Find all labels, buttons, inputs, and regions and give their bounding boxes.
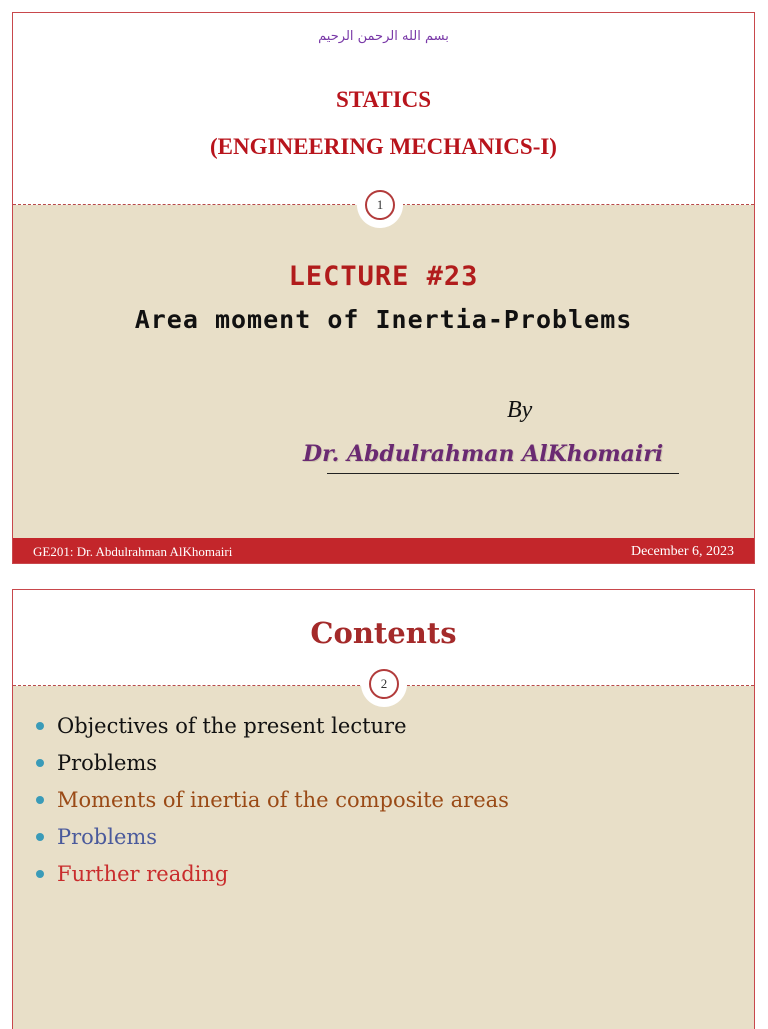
contents-title: Contents <box>310 616 457 650</box>
slide-1 <box>12 12 755 564</box>
lecture-number: LECTURE #23 <box>288 261 479 292</box>
list-item: Problems <box>35 819 509 856</box>
list-item: Problems <box>35 745 509 782</box>
footer-date: December 6, 2023 <box>630 544 734 559</box>
slide-number-badge <box>359 184 401 226</box>
slide-1-header-area <box>13 13 754 205</box>
list-item: Objectives of the present lecture <box>35 708 509 745</box>
list-item: Further reading <box>35 856 509 893</box>
slide-footer <box>13 538 754 564</box>
author-underline <box>327 473 679 474</box>
slide-number-badge <box>363 663 405 705</box>
author-name: Dr. Abdulrahman AlKhomairi <box>303 441 664 467</box>
slide-2 <box>12 589 755 1029</box>
course-title: STATICS <box>335 87 432 112</box>
slide-number: 2 <box>369 669 399 699</box>
course-subtitle: (ENGINEERING MECHANICS-I) <box>210 134 557 159</box>
lecture-title: Area moment of Inertia-Problems <box>134 305 633 334</box>
by-label: By <box>507 397 533 423</box>
basmala-text: بسم الله الرحمن الرحيم <box>318 29 449 44</box>
contents-list <box>35 708 509 893</box>
list-item: Moments of inertia of the composite areas <box>35 782 509 819</box>
footer-course-info: GE201: Dr. Abdulrahman AlKhomairi <box>33 544 233 559</box>
slide-number: 1 <box>365 190 395 220</box>
